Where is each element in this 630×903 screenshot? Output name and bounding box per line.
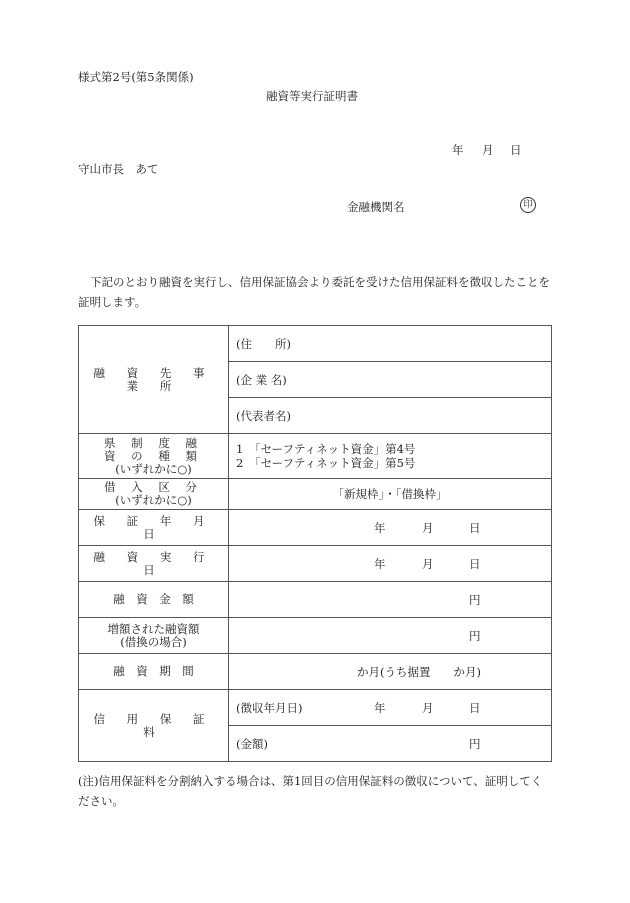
loan-period-value: か月(うち据置 か月)	[357, 664, 481, 679]
fee-amount-field[interactable]	[229, 726, 552, 762]
loan-date-label: 融 資 実 行 日	[79, 546, 229, 582]
loan-amount-field[interactable]	[229, 582, 552, 618]
form-number: 様式第2号(第5条関係)	[78, 70, 194, 84]
guarantee-year-label: 年	[374, 520, 386, 535]
fee-month-label: 月	[422, 700, 434, 715]
loan-amount-label: 融 資 金 額	[79, 582, 229, 618]
loan-type-label-line1: 県 制 度 融	[104, 435, 203, 450]
loan-type-label-line3: (いずれかに○)	[115, 461, 192, 476]
loan-period-label: 融 資 期 間	[79, 654, 229, 690]
fee-amount-unit: 円	[469, 736, 481, 751]
certification-statement: 下記のとおり融資を実行し、信用保証協会より委託を受けた信用保証料を徴収したことを証明します。	[78, 275, 550, 309]
fee-day-label: 日	[469, 700, 481, 715]
footnote: (注)信用保証料を分割納入する場合は、第1回目の信用保証料の徴収について、証明してください。	[78, 774, 543, 808]
increased-amount-label	[79, 618, 229, 654]
seal-icon: 印	[520, 197, 536, 213]
increased-amount-field[interactable]	[229, 618, 552, 654]
guarantee-fee-label: 信 用 保 証 料	[79, 690, 229, 762]
borrow-class-label	[79, 479, 229, 510]
company-name-field[interactable]: (企 業 名)	[229, 362, 552, 398]
increased-label-line2: (借換の場合)	[120, 634, 187, 649]
loan-month-label: 月	[422, 556, 434, 571]
certificate-table	[78, 325, 552, 762]
loan-type-option-2[interactable]: 2 「セーフティネット資金」第5号	[236, 456, 416, 470]
date-day-label: 日	[510, 143, 522, 157]
address-field[interactable]: (住 所)	[229, 326, 552, 362]
document-title: 融資等実行証明書	[266, 89, 358, 103]
borrow-class-label-line2: (いずれかに○)	[115, 493, 192, 507]
loan-day-label: 日	[469, 556, 481, 571]
fee-collect-date-field[interactable]	[229, 690, 552, 726]
loan-type-options	[229, 434, 552, 479]
date-month-label: 月	[482, 143, 494, 157]
loan-date-field[interactable]	[229, 546, 552, 582]
fee-amount-label: (金額)	[236, 736, 268, 751]
loan-amount-unit: 円	[469, 592, 481, 607]
borrow-class-options[interactable]: 「新規枠」・「借換枠」	[229, 479, 552, 510]
guarantee-day-label: 日	[469, 520, 481, 535]
issue-date	[452, 142, 522, 158]
addressee: 守山市長 あて	[78, 162, 159, 176]
loan-year-label: 年	[374, 556, 386, 571]
increased-amount-unit: 円	[469, 628, 481, 643]
date-year-label: 年	[452, 143, 464, 157]
borrower-label: 融 資 先 事 業 所	[79, 326, 229, 434]
loan-period-field[interactable]	[229, 654, 552, 690]
borrow-class-label-line1: 借 入 区 分	[104, 480, 203, 494]
loan-type-option-1[interactable]: 1 「セーフティネット資金」第4号	[236, 442, 416, 456]
loan-type-label	[79, 434, 229, 479]
guarantee-date-label: 保 証 年 月 日	[79, 510, 229, 546]
fee-year-label: 年	[374, 700, 386, 715]
guarantee-month-label: 月	[422, 520, 434, 535]
fee-collect-date-label: (徴収年月日)	[236, 700, 303, 715]
increased-label-line1: 増額された融資額	[107, 621, 200, 636]
loan-type-label-line2: 資 の 種 類	[104, 448, 203, 463]
representative-field[interactable]: (代表者名)	[229, 398, 552, 434]
guarantee-date-field[interactable]	[229, 510, 552, 546]
bank-name-label: 金融機関名	[347, 200, 405, 214]
